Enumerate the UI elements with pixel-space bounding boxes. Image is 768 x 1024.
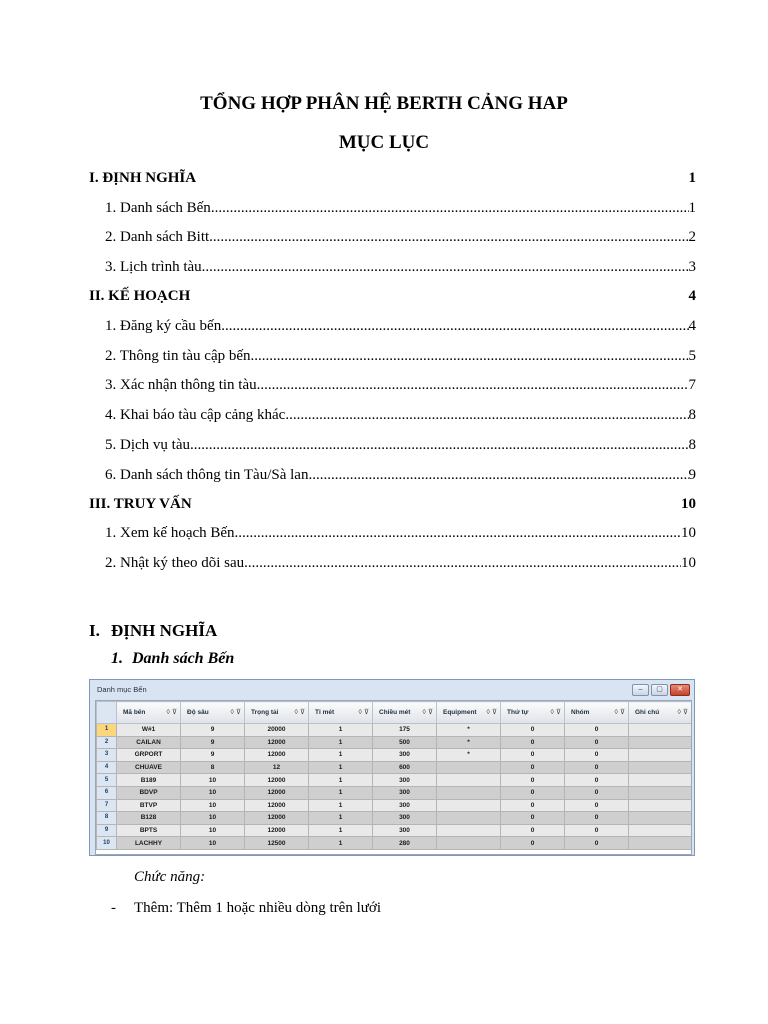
- function-caption: Chức năng:: [134, 869, 206, 885]
- table-cell[interactable]: 10: [181, 786, 245, 799]
- column-header-label: Ghi chú: [635, 709, 660, 716]
- toc-page-number: 5: [688, 348, 696, 364]
- toc-item-label: 2. Danh sách Bitt: [105, 229, 210, 245]
- sort-filter-icon[interactable]: ◊ ⊽: [166, 709, 177, 716]
- window-title: Danh mục Bến: [97, 685, 147, 694]
- table-cell[interactable]: 1: [309, 824, 373, 837]
- column-header[interactable]: [117, 702, 181, 724]
- subsection-heading: [111, 650, 234, 668]
- table-cell[interactable]: 0: [501, 812, 565, 825]
- toc-leader-dots: [190, 435, 689, 455]
- toc-section-label: II. KẾ HOẠCH: [89, 288, 191, 304]
- toc-item[interactable]: [105, 257, 696, 277]
- sort-filter-icon[interactable]: ◊ ⊽: [614, 709, 625, 716]
- row-number[interactable]: 7: [97, 799, 117, 812]
- table-cell[interactable]: 1: [309, 736, 373, 749]
- sort-filter-icon[interactable]: ◊ ⊽: [486, 709, 497, 716]
- maximize-icon[interactable]: ▢: [651, 684, 668, 696]
- column-header[interactable]: [501, 702, 565, 724]
- toc-item-label: 6. Danh sách thông tin Tàu/Sà lan: [105, 467, 309, 483]
- table-cell[interactable]: 0: [565, 837, 629, 850]
- table-cell[interactable]: 10: [181, 774, 245, 787]
- table-cell[interactable]: 10: [181, 812, 245, 825]
- table-cell[interactable]: 300: [373, 799, 437, 812]
- table-cell[interactable]: 300: [373, 774, 437, 787]
- table-cell[interactable]: W#1: [117, 724, 181, 737]
- toc-item[interactable]: [105, 198, 696, 218]
- toc-item-label: 1. Danh sách Bến: [105, 200, 211, 216]
- table-cell[interactable]: 12000: [245, 812, 309, 825]
- column-header-label: Trọng tải: [251, 709, 279, 716]
- table-cell[interactable]: [629, 824, 692, 837]
- toc-leader-dots: [285, 405, 688, 425]
- row-number[interactable]: 1: [97, 724, 117, 737]
- table-cell[interactable]: GRPORT: [117, 749, 181, 762]
- table-cell[interactable]: 12500: [245, 837, 309, 850]
- toc-page-number: 10: [681, 525, 696, 541]
- table-cell[interactable]: 1: [309, 837, 373, 850]
- toc-leader-dots: [244, 553, 681, 573]
- table-cell[interactable]: 0: [565, 761, 629, 774]
- row-number[interactable]: 2: [97, 736, 117, 749]
- table-cell[interactable]: 10: [181, 824, 245, 837]
- table-row[interactable]: [97, 736, 692, 749]
- table-cell[interactable]: 600: [373, 761, 437, 774]
- subsection-number: 1.: [111, 650, 123, 667]
- table-cell[interactable]: 9: [181, 724, 245, 737]
- table-cell[interactable]: [437, 786, 501, 799]
- row-number[interactable]: 4: [97, 761, 117, 774]
- toc-page-number: 10: [681, 555, 696, 571]
- table-cell[interactable]: 300: [373, 812, 437, 825]
- toc-leader-dots: [257, 375, 689, 395]
- table-cell[interactable]: *: [437, 736, 501, 749]
- table-cell[interactable]: [629, 749, 692, 762]
- row-number[interactable]: 10: [97, 837, 117, 850]
- toc-item-label: 1. Đăng ký cầu bến: [105, 318, 222, 334]
- toc-page-number: 4: [688, 318, 696, 334]
- table-cell[interactable]: [629, 812, 692, 825]
- table-cell[interactable]: BPTS: [117, 824, 181, 837]
- row-number[interactable]: 9: [97, 824, 117, 837]
- table-cell[interactable]: 1: [309, 761, 373, 774]
- berth-table: [96, 701, 692, 850]
- table-cell[interactable]: [437, 761, 501, 774]
- table-row[interactable]: [97, 824, 692, 837]
- table-cell[interactable]: 0: [501, 761, 565, 774]
- table-cell[interactable]: 8: [181, 761, 245, 774]
- table-cell[interactable]: 300: [373, 786, 437, 799]
- toc-heading: MỤC LỤC: [338, 132, 430, 153]
- sort-filter-icon[interactable]: ◊ ⊽: [358, 709, 369, 716]
- toc-item[interactable]: [105, 316, 696, 336]
- window-controls: [632, 684, 690, 696]
- toc-item[interactable]: [105, 346, 696, 366]
- table-cell[interactable]: 0: [565, 749, 629, 762]
- column-header[interactable]: [437, 702, 501, 724]
- column-header-label: Độ sâu: [187, 709, 209, 716]
- table-cell[interactable]: 9: [181, 749, 245, 762]
- table-cell[interactable]: [629, 736, 692, 749]
- toc-item-label: 2. Nhật ký theo dõi sau: [105, 555, 245, 571]
- table-cell[interactable]: 12: [245, 761, 309, 774]
- table-cell[interactable]: 10: [181, 799, 245, 812]
- table-cell[interactable]: 1: [309, 786, 373, 799]
- table-cell[interactable]: 0: [501, 799, 565, 812]
- table-cell[interactable]: 1: [309, 724, 373, 737]
- table-cell[interactable]: 12000: [245, 736, 309, 749]
- table-cell[interactable]: [629, 774, 692, 787]
- table-cell[interactable]: 0: [565, 786, 629, 799]
- table-cell[interactable]: [629, 786, 692, 799]
- row-number[interactable]: 3: [97, 749, 117, 762]
- table-row[interactable]: [97, 799, 692, 812]
- table-cell[interactable]: BDVP: [117, 786, 181, 799]
- table-row[interactable]: [97, 812, 692, 825]
- table-cell[interactable]: 10: [181, 837, 245, 850]
- toc-leader-dots: [235, 523, 681, 543]
- row-number[interactable]: 6: [97, 786, 117, 799]
- table-cell[interactable]: [629, 761, 692, 774]
- table-cell[interactable]: 1: [309, 774, 373, 787]
- toc-leader-dots: [202, 257, 689, 277]
- toc-item[interactable]: [105, 227, 696, 247]
- close-icon[interactable]: ✕: [670, 684, 690, 696]
- table-row[interactable]: [97, 724, 692, 737]
- toc-item-label: 3. Xác nhận thông tin tàu: [105, 377, 257, 393]
- berth-grid: [95, 700, 692, 855]
- minimize-icon[interactable]: –: [632, 684, 649, 696]
- table-cell[interactable]: [629, 837, 692, 850]
- toc-page-number: 10: [681, 496, 696, 512]
- column-header[interactable]: [565, 702, 629, 724]
- toc-leader-dots: [308, 465, 688, 485]
- column-header[interactable]: [245, 702, 309, 724]
- toc-page-number: 8: [688, 407, 696, 423]
- toc-page-number: 7: [688, 377, 696, 393]
- table-row[interactable]: [97, 786, 692, 799]
- table-cell[interactable]: 0: [501, 749, 565, 762]
- toc-item-label: 1. Xem kế hoạch Bến: [105, 525, 235, 541]
- document-title: TỔNG HỢP PHÂN HỆ BERTH CẢNG HAP: [200, 93, 568, 114]
- row-header-corner: [97, 702, 117, 724]
- table-cell[interactable]: 0: [565, 724, 629, 737]
- table-cell[interactable]: *: [437, 724, 501, 737]
- section-number: I.: [89, 621, 100, 640]
- column-header[interactable]: [181, 702, 245, 724]
- sort-filter-icon[interactable]: ◊ ⊽: [230, 709, 241, 716]
- table-cell[interactable]: B189: [117, 774, 181, 787]
- column-header-label: Thứ tự: [507, 709, 529, 716]
- table-cell[interactable]: 1: [309, 812, 373, 825]
- table-cell[interactable]: [437, 812, 501, 825]
- toc-page-number: 9: [688, 467, 696, 483]
- toc-section[interactable]: [89, 494, 696, 514]
- table-cell[interactable]: [437, 799, 501, 812]
- table-row[interactable]: [97, 749, 692, 762]
- table-cell[interactable]: 300: [373, 749, 437, 762]
- bullet-dash: -: [111, 900, 116, 916]
- toc-item[interactable]: [105, 375, 696, 395]
- sort-filter-icon[interactable]: ◊ ⊽: [422, 709, 433, 716]
- table-cell[interactable]: 9: [181, 736, 245, 749]
- table-row[interactable]: [97, 774, 692, 787]
- table-row[interactable]: [97, 761, 692, 774]
- section-heading: [89, 621, 217, 641]
- table-cell[interactable]: 0: [565, 774, 629, 787]
- table-cell[interactable]: 0: [501, 724, 565, 737]
- table-cell[interactable]: [629, 799, 692, 812]
- table-cell[interactable]: 300: [373, 824, 437, 837]
- table-cell[interactable]: 280: [373, 837, 437, 850]
- table-cell[interactable]: CHUAVE: [117, 761, 181, 774]
- table-cell[interactable]: BTVP: [117, 799, 181, 812]
- table-cell[interactable]: 12000: [245, 786, 309, 799]
- bullet-text: Thêm: Thêm 1 hoặc nhiều dòng trên lưới: [134, 900, 381, 916]
- toc-item-label: 2. Thông tin tàu cập bến: [105, 348, 251, 364]
- table-cell[interactable]: 12000: [245, 824, 309, 837]
- toc-leader-dots: [211, 198, 689, 218]
- table-cell[interactable]: 0: [501, 837, 565, 850]
- table-cell[interactable]: 175: [373, 724, 437, 737]
- table-cell[interactable]: [437, 824, 501, 837]
- table-cell[interactable]: 0: [501, 774, 565, 787]
- toc-page-number: 3: [688, 259, 696, 275]
- sort-filter-icon[interactable]: ◊ ⊽: [677, 709, 688, 716]
- sort-filter-icon[interactable]: ◊ ⊽: [550, 709, 561, 716]
- toc-leader-dots: [209, 227, 688, 247]
- toc-page-number: 1: [688, 200, 696, 216]
- sort-filter-icon[interactable]: ◊ ⊽: [294, 709, 305, 716]
- toc-item[interactable]: [105, 523, 696, 543]
- table-cell[interactable]: *: [437, 749, 501, 762]
- column-header[interactable]: [309, 702, 373, 724]
- screenshot-window-berth-list: [89, 679, 695, 856]
- table-cell[interactable]: 12000: [245, 749, 309, 762]
- table-cell[interactable]: [437, 837, 501, 850]
- table-cell[interactable]: 12000: [245, 799, 309, 812]
- toc-item[interactable]: [105, 435, 696, 455]
- table-cell[interactable]: 500: [373, 736, 437, 749]
- toc-page-number: 1: [688, 170, 696, 186]
- toc-item[interactable]: [105, 553, 696, 573]
- column-header-label: Equipment: [443, 709, 477, 716]
- table-cell[interactable]: [437, 774, 501, 787]
- table-cell[interactable]: 1: [309, 799, 373, 812]
- table-cell[interactable]: 0: [565, 736, 629, 749]
- table-cell[interactable]: 0: [501, 736, 565, 749]
- toc-page-number: 4: [688, 288, 696, 304]
- table-row[interactable]: [97, 837, 692, 850]
- toc-leader-dots: [251, 346, 689, 366]
- toc-item[interactable]: [105, 465, 696, 485]
- toc-item[interactable]: [105, 405, 696, 425]
- column-header-label: Nhóm: [571, 709, 590, 716]
- column-header[interactable]: [373, 702, 437, 724]
- row-number[interactable]: 8: [97, 812, 117, 825]
- row-number[interactable]: 5: [97, 774, 117, 787]
- column-header-label: Mã bến: [123, 709, 146, 716]
- toc-section[interactable]: [89, 286, 696, 306]
- table-cell[interactable]: 0: [565, 812, 629, 825]
- subsection-title: Danh sách Bến: [132, 650, 235, 667]
- table-cell[interactable]: 1: [309, 749, 373, 762]
- toc-section-label: I. ĐỊNH NGHĨA: [89, 170, 197, 186]
- toc-section[interactable]: [89, 168, 696, 188]
- toc-item-label: 3. Lịch trình tàu: [105, 259, 202, 275]
- table-cell[interactable]: B128: [117, 812, 181, 825]
- table-cell[interactable]: 0: [501, 786, 565, 799]
- column-header[interactable]: [629, 702, 692, 724]
- column-header-label: Tỉ mét: [315, 709, 335, 716]
- toc-item-label: 4. Khai báo tàu cập cảng khác: [105, 407, 286, 423]
- table-cell[interactable]: 0: [565, 799, 629, 812]
- toc-page-number: 8: [688, 437, 696, 453]
- table-cell[interactable]: 20000: [245, 724, 309, 737]
- column-header-label: Chiều mét: [379, 709, 411, 716]
- table-cell[interactable]: [629, 724, 692, 737]
- table-cell[interactable]: 0: [565, 824, 629, 837]
- toc-section-label: III. TRUY VẤN: [89, 496, 192, 512]
- table-cell[interactable]: LACHHY: [117, 837, 181, 850]
- toc-page-number: 2: [688, 229, 696, 245]
- table-cell[interactable]: CAILAN: [117, 736, 181, 749]
- toc-item-label: 5. Dịch vụ tàu: [105, 437, 190, 453]
- section-title: ĐỊNH NGHĨA: [111, 621, 218, 640]
- table-cell[interactable]: 0: [501, 824, 565, 837]
- table-cell[interactable]: 12000: [245, 774, 309, 787]
- toc-leader-dots: [221, 316, 688, 336]
